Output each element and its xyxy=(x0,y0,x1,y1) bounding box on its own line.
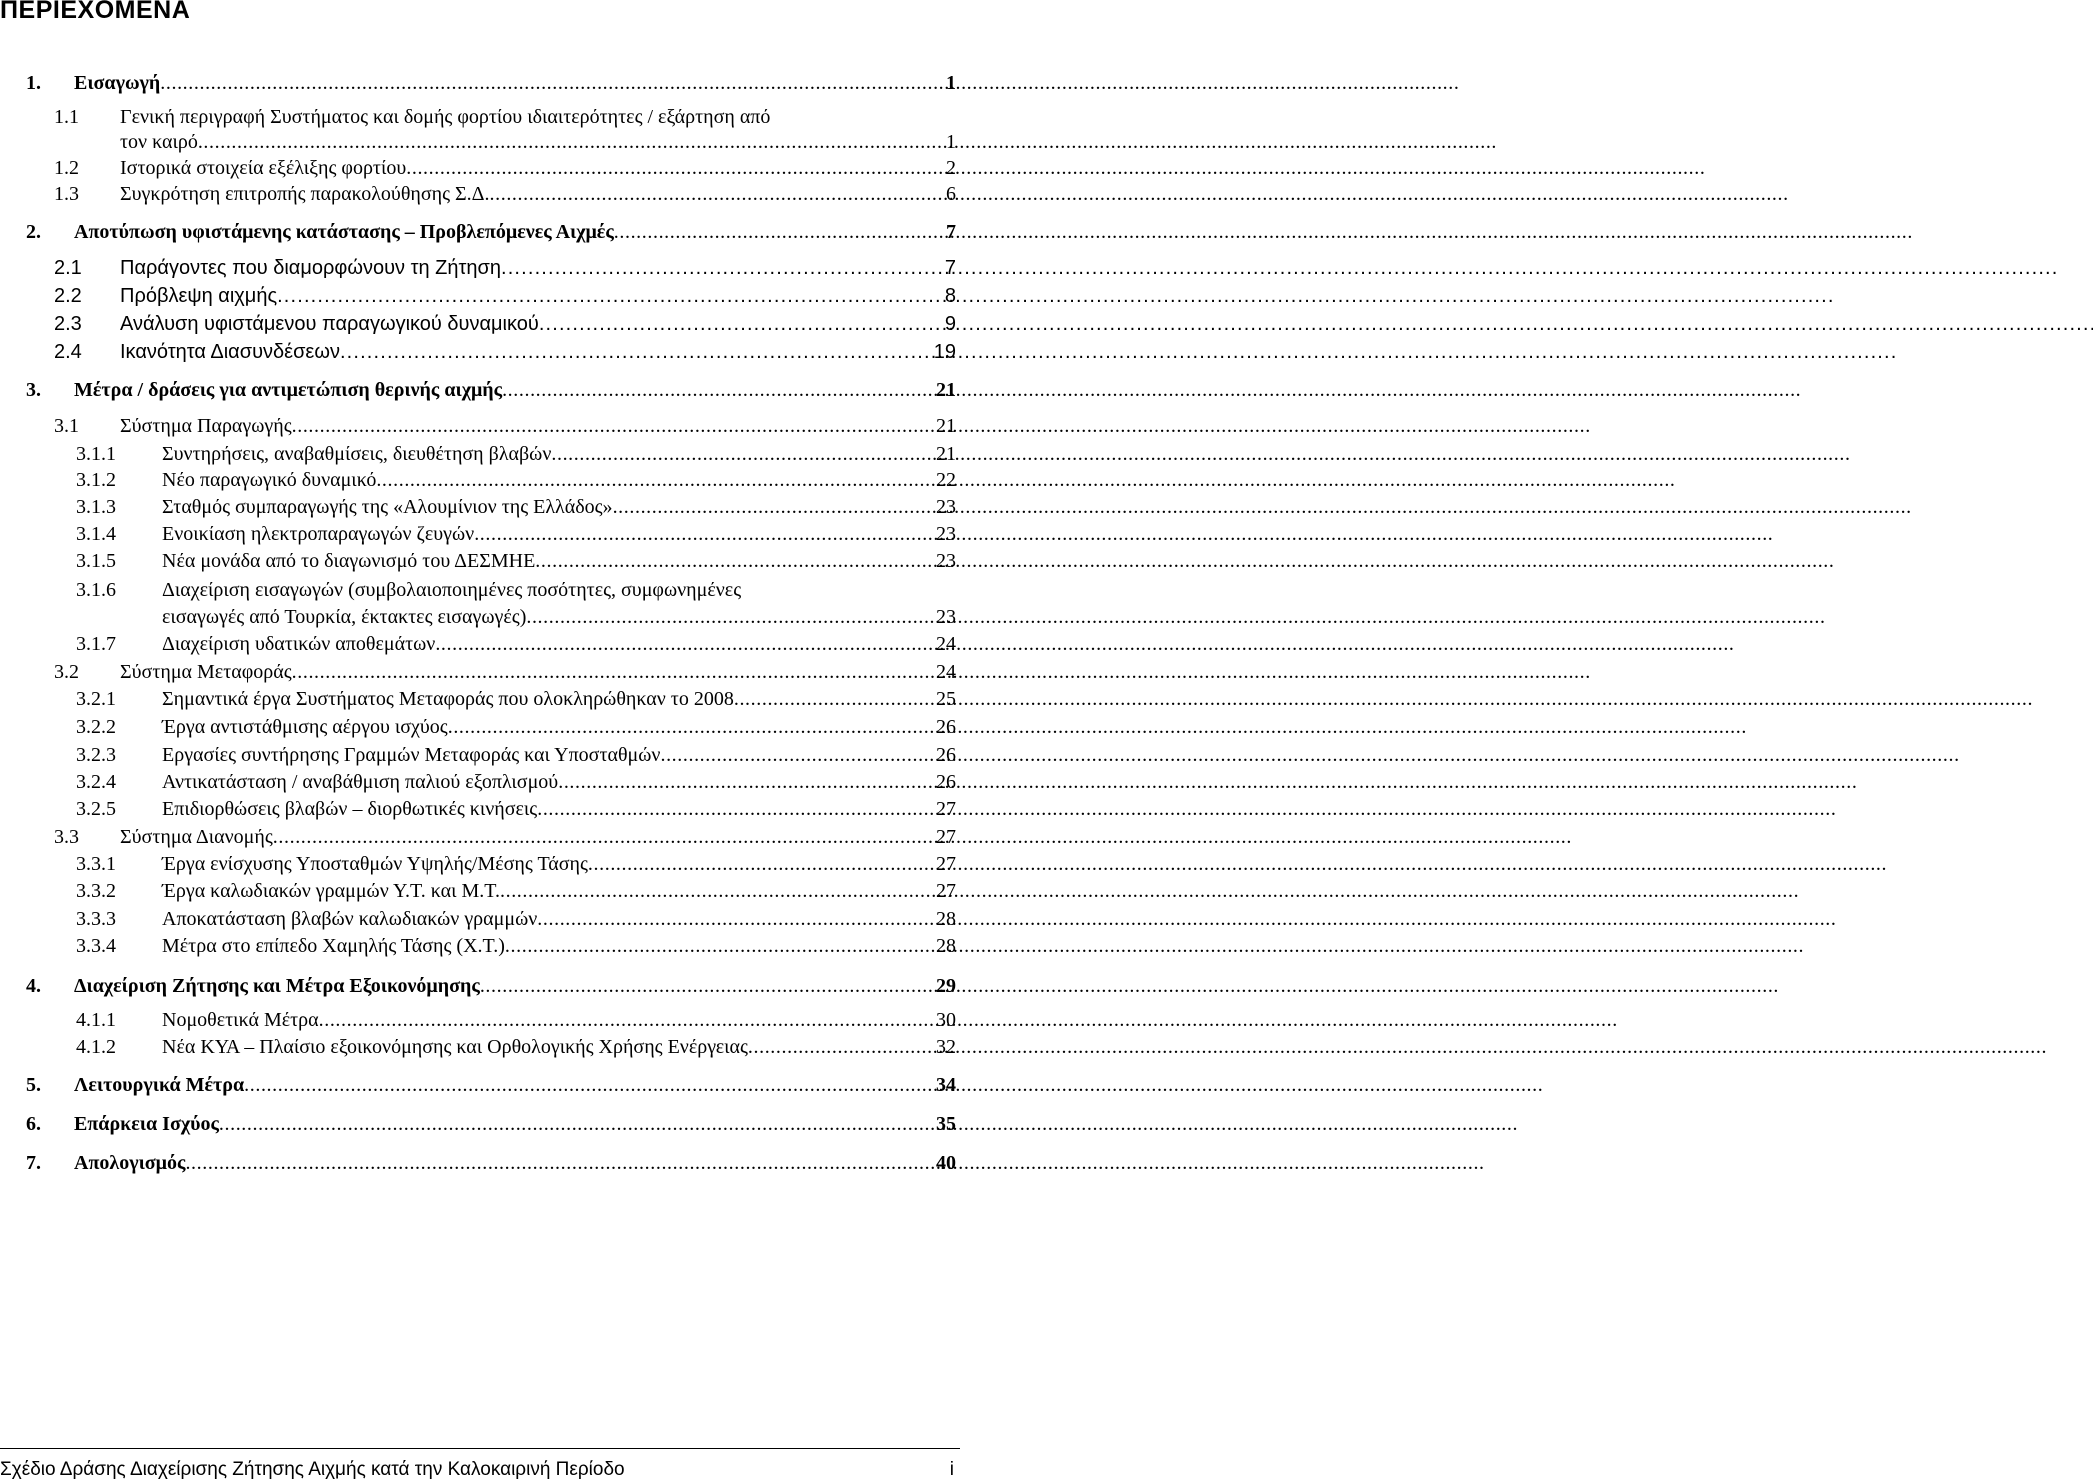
leader-dots xyxy=(219,1113,934,1136)
page-title: ΠΕΡΙΕΧΟΜΕΝΑ xyxy=(0,0,191,24)
page-number: 26 xyxy=(936,771,956,793)
page-number: 27 xyxy=(936,798,956,820)
leader-dots xyxy=(502,379,934,402)
page-number: 32 xyxy=(936,1036,956,1058)
leader-dots xyxy=(500,880,934,903)
toc-entry-3-3-1[interactable]: 3.3.1 Έργα ενίσχυσης Υποσταθμών Υψηλής/Μέσης Τάσης . . . 27 xyxy=(76,853,956,879)
page-number: 26 xyxy=(936,716,956,738)
leader-dots xyxy=(526,606,934,629)
leader-dots xyxy=(198,131,944,154)
page-number: 35 xyxy=(936,1113,956,1135)
page-number: 23 xyxy=(936,523,956,545)
page-number: 8 xyxy=(944,285,956,307)
toc-entry-3-3-4[interactable]: 3.3.4 Μέτρα στο επίπεδο Χαμηλής Τάσης (Χ.Τ.) . . . 28 xyxy=(76,935,956,961)
page-number: 28 xyxy=(936,908,956,930)
leader-dots xyxy=(244,1074,934,1097)
page-number: 23 xyxy=(936,606,956,628)
toc-entry-3-1-6[interactable]: 3.1.6 Διαχείριση εισαγωγών (συμβολαιοποιημένες ποσότητες, συμφωνημένες xyxy=(76,579,742,601)
leader-dots xyxy=(537,908,934,931)
leader-dots xyxy=(734,688,934,711)
toc-entry-1-2[interactable]: 1.2 Ιστορικά στοιχεία εξέλιξης φορτίου . . . 2 xyxy=(54,157,956,183)
toc-entry-2-1[interactable]: 2.1 Παράγοντες που διαμορφώνουν τη Ζήτηση . . . 7 xyxy=(54,257,956,283)
toc-entry-5[interactable]: 5. Λειτουργικά Μέτρα . . . 34 xyxy=(26,1074,956,1100)
toc-entry-3-1-2[interactable]: 3.1.2 Νέο παραγωγικό δυναμικό . . . 22 xyxy=(76,469,956,495)
toc-entry-text: Γενική περιγραφή Συστήματος και δομής φορτίου ιδιαιτερότητες / εξάρτηση από xyxy=(120,106,771,128)
page-number: 26 xyxy=(936,744,956,766)
toc-entry-3-1-7[interactable]: 3.1.7 Διαχείριση υδατικών αποθεμάτων . . . 24 xyxy=(76,633,956,659)
toc-entry-2-4[interactable]: 2.4 Ικανότητα Διασυνδέσεων . . . 19 xyxy=(54,341,956,367)
page-number: 23 xyxy=(936,496,956,518)
leader-dots xyxy=(406,157,944,180)
page-number: 22 xyxy=(936,469,956,491)
toc-entry-3-3-2[interactable]: 3.3.2 Έργα καλωδιακών γραμμών Υ.Τ. και Μ.Τ. . . . 27 xyxy=(76,880,956,906)
toc-entry-6[interactable]: 6. Επάρκεια Ισχύος . . . 35 xyxy=(26,1113,956,1139)
leader-dots xyxy=(501,257,943,280)
toc-entry-2[interactable]: 2. Αποτύπωση υφιστάμενης κατάστασης – Προβλεπόμενες Αιχμές . . . 7 xyxy=(26,221,956,247)
toc-entry-4[interactable]: 4. Διαχείριση Ζήτησης και Μέτρα Εξοικονόμησης . . . 29 xyxy=(26,975,956,1001)
table-of-contents xyxy=(0,0,960,1200)
page-number: 1 xyxy=(946,131,956,153)
leader-dots xyxy=(340,341,932,364)
page-number: 24 xyxy=(936,661,956,683)
leader-dots xyxy=(160,72,944,95)
page-number: 21 xyxy=(936,379,956,401)
leader-dots xyxy=(319,1009,934,1032)
page-number: 1 xyxy=(946,72,956,94)
toc-entry-1[interactable]: 1. Εισαγωγή . . . 1 xyxy=(26,72,956,98)
leader-dots xyxy=(588,853,934,876)
leader-dots xyxy=(490,183,944,206)
page-number: 34 xyxy=(936,1074,956,1096)
toc-entry-1-1-continuation[interactable]: τον καιρό . . . 1 xyxy=(120,131,956,157)
toc-entry-3-2-2[interactable]: 3.2.2 Έργα αντιστάθμισης αέργου ισχύος . . . 26 xyxy=(76,716,956,742)
leader-dots xyxy=(277,285,943,308)
leader-dots xyxy=(613,496,934,519)
toc-entry-3-1-4[interactable]: 3.1.4 Ενοικίαση ηλεκτροπαραγωγών ζευγών . . . 23 xyxy=(76,523,956,549)
toc-entry-4-1-2[interactable]: 4.1.2 Νέα ΚΥΑ – Πλαίσιο εξοικονόμησης και Ορθολογικής Χρήσης Ενέργειας . . . 32 xyxy=(76,1036,956,1062)
leader-dots xyxy=(748,1036,934,1059)
page-number: 29 xyxy=(936,975,956,997)
page-number: 6 xyxy=(946,183,956,205)
page-number: 7 xyxy=(944,257,956,279)
toc-entry-3-2-3[interactable]: 3.2.3 Εργασίες συντήρησης Γραμμών Μεταφοράς και Υποσταθμών . . . 26 xyxy=(76,744,956,770)
page-number: 7 xyxy=(946,221,956,243)
page-number: 25 xyxy=(936,688,956,710)
leader-dots xyxy=(505,935,934,958)
page-number: 28 xyxy=(936,935,956,957)
page-number: 24 xyxy=(936,633,956,655)
toc-entry-4-1-1[interactable]: 4.1.1 Νομοθετικά Μέτρα . . . 30 xyxy=(76,1009,956,1035)
page-number: 21 xyxy=(936,443,956,465)
footer-page-number: i xyxy=(949,1459,954,1480)
toc-entry-3-2[interactable]: 3.2 Σύστημα Μεταφοράς . . . 24 xyxy=(54,661,956,687)
leader-dots xyxy=(435,633,934,656)
leader-dots xyxy=(448,716,934,739)
leader-dots xyxy=(292,661,934,684)
toc-entry-3-2-4[interactable]: 3.2.4 Αντικατάσταση / αναβάθμιση παλιού εξοπλισμού . . . 26 xyxy=(76,771,956,797)
leader-dots xyxy=(480,975,934,998)
toc-entry-2-2[interactable]: 2.2 Πρόβλεψη αιχμής . . . 8 xyxy=(54,285,956,311)
page-number: 21 xyxy=(936,415,956,437)
leader-dots xyxy=(474,523,934,546)
page-number: 40 xyxy=(936,1152,956,1174)
toc-entry-3-1[interactable]: 3.1 Σύστημα Παραγωγής . . . 21 xyxy=(54,415,956,441)
leader-dots xyxy=(292,415,934,438)
page-number: 23 xyxy=(936,550,956,572)
leader-dots xyxy=(535,550,934,573)
leader-dots xyxy=(539,313,943,336)
page-number: 19 xyxy=(933,341,956,363)
page-number: 30 xyxy=(936,1009,956,1031)
toc-entry-3[interactable]: 3. Μέτρα / δράσεις για αντιμετώπιση θερινής αιχμής . . . 21 xyxy=(26,379,956,405)
leader-dots xyxy=(614,221,944,244)
page-number: 27 xyxy=(936,880,956,902)
page-number: 2 xyxy=(946,157,956,179)
leader-dots xyxy=(537,798,934,821)
toc-entry-3-1-5[interactable]: 3.1.5 Νέα μονάδα από το διαγωνισμό του ΔΕΣΜΗΕ . . . 23 xyxy=(76,550,956,576)
toc-entry-3-3[interactable]: 3.3 Σύστημα Διανομής . . . 27 xyxy=(54,826,956,852)
toc-entry-text: Εισαγωγή xyxy=(74,72,161,94)
leader-dots xyxy=(185,1152,934,1175)
toc-entry-3-1-3[interactable]: 3.1.3 Σταθμός συμπαραγωγής της «Αλουμίνιον της Ελλάδος» . . . 23 xyxy=(76,496,956,522)
leader-dots xyxy=(558,771,934,794)
toc-entry-2-3[interactable]: 2.3 Ανάλυση υφιστάμενου παραγωγικού δυναμικού . . . 9 xyxy=(54,313,956,339)
toc-entry-3-1-6-continuation[interactable]: εισαγωγές από Τουρκία, έκτακτες εισαγωγές) . . . 23 xyxy=(162,606,956,632)
page-number: 27 xyxy=(936,826,956,848)
toc-entry-3-1-1[interactable]: 3.1.1 Συντηρήσεις, αναβαθμίσεις, διευθέτηση βλαβών . . . 21 xyxy=(76,443,956,469)
leader-dots xyxy=(376,469,934,492)
toc-entry-1-3[interactable]: 1.3 Συγκρότηση επιτροπής παρακολούθησης Σ.Δ. . . . 6 xyxy=(54,183,956,209)
toc-entry-text: Διαχείριση εισαγωγών (συμβολαιοποιημένες ποσότητες, συμφωνημένες xyxy=(162,579,742,601)
toc-entry-3-2-1[interactable]: 3.2.1 Σημαντικά έργα Συστήματος Μεταφοράς που ολοκληρώθηκαν το 2008 . . . 25 xyxy=(76,688,956,714)
page-number: 9 xyxy=(944,313,956,335)
toc-entry-3-3-3[interactable]: 3.3.3 Αποκατάσταση βλαβών καλωδιακών γραμμών . . . 28 xyxy=(76,908,956,934)
toc-entry-7[interactable]: 7. Απολογισμός . . . 40 xyxy=(26,1152,956,1178)
toc-entry-1-1[interactable]: 1.1 Γενική περιγραφή Συστήματος και δομής φορτίου ιδιαιτερότητες / εξάρτηση από xyxy=(54,106,771,128)
footer-title: Σχέδιο Δράσης Διαχείρισης Ζήτησης Αιχμής κατά την Καλοκαιρινή Περίοδο xyxy=(0,1459,625,1480)
leader-dots xyxy=(551,443,934,466)
leader-dots xyxy=(273,826,934,849)
toc-entry-3-2-5[interactable]: 3.2.5 Επιδιορθώσεις βλαβών – διορθωτικές κινήσεις . . . 27 xyxy=(76,798,956,824)
page-number: 27 xyxy=(936,853,956,875)
page-footer xyxy=(0,1448,960,1483)
leader-dots xyxy=(660,744,934,767)
